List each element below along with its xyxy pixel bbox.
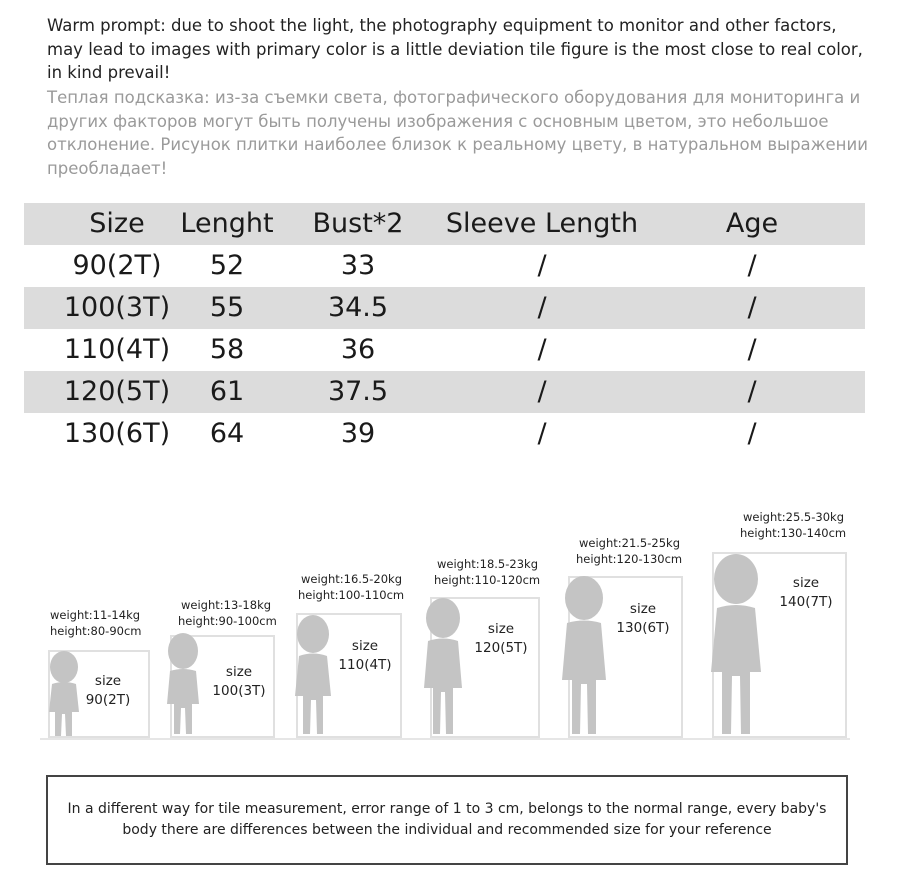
height-label: height:80-90cm [50, 624, 142, 638]
cell-age: / [747, 292, 757, 323]
size-word: size [94, 673, 122, 689]
height-label: height:100-110cm [298, 588, 405, 602]
size-value: 90(2T) [85, 692, 131, 708]
cell-size: 90(2T) [72, 250, 162, 281]
cell-bust: 34.5 [327, 292, 389, 323]
cell-size: 130(6T) [63, 418, 171, 449]
child-silhouette-icon [556, 574, 612, 736]
cell-size: 110(4T) [63, 334, 171, 365]
cell-sleeve-length: / [537, 418, 547, 449]
cell-age: / [747, 334, 757, 365]
table-header-row [24, 203, 865, 245]
table-row [24, 287, 865, 329]
size-value: 130(6T) [616, 620, 670, 636]
child-silhouette-icon [704, 552, 768, 736]
cell-sleeve-length: / [537, 334, 547, 365]
size-value: 110(4T) [338, 657, 392, 673]
weight-label: weight:11-14kg [50, 608, 141, 622]
cell-length: 64 [209, 418, 245, 449]
cell-length: 61 [209, 376, 245, 407]
cell-size: 100(3T) [63, 292, 171, 323]
size-table [24, 203, 865, 455]
size-word: size [629, 601, 657, 617]
header-size: Size [89, 208, 145, 239]
size-word: size [225, 664, 253, 680]
weight-label: weight:21.5-25kg [579, 536, 680, 550]
cell-age: / [747, 418, 757, 449]
weight-label: weight:25.5-30kg [743, 510, 844, 524]
weight-label: weight:13-18kg [181, 598, 272, 612]
warm-prompt-russian: Теплая подсказка: из-за съемки света, фотографического оборудования для мониторинга и других факторов могут быть получены изображения с основным цветом, это небольшое отклонение. Рисунок плитки наиболее близок к реальному цвету, в натуральном выражении преобладает! [47, 88, 868, 178]
size-word: size [792, 575, 820, 591]
cell-length: 52 [209, 250, 245, 281]
cell-bust: 37.5 [327, 376, 389, 407]
measurement-notice-box [46, 775, 848, 865]
cell-sleeve-length: / [537, 250, 547, 281]
cell-size: 120(5T) [63, 376, 171, 407]
height-label: height:90-100cm [178, 614, 277, 628]
size-figures-illustration [0, 500, 900, 750]
measurement-notice-text: In a different way for tile measurement, error range of 1 to 3 cm, belongs to the normal range, every baby's body there are differences between the individual and recommended size for your reference [67, 801, 827, 838]
table-row [24, 371, 865, 413]
weight-label: weight:18.5-23kg [437, 557, 538, 571]
size-value: 120(5T) [474, 640, 528, 656]
weight-label: weight:16.5-20kg [301, 572, 402, 586]
child-silhouette-icon [418, 596, 468, 736]
height-label: height:130-140cm [740, 526, 847, 540]
cell-bust: 36 [340, 334, 376, 365]
height-label: height:110-120cm [434, 573, 541, 587]
table-row [24, 413, 865, 455]
cell-length: 58 [209, 334, 245, 365]
size-value: 140(7T) [779, 594, 833, 610]
warm-prompt-english: Warm prompt: due to shoot the light, the photography equipment to monitor and other factors, may lead to images with primary color is a little deviation tile figure is the most close to real color, in kind prevail! [47, 16, 863, 82]
cell-age: / [747, 376, 757, 407]
child-silhouette-icon [44, 650, 84, 738]
cell-length: 55 [209, 292, 245, 323]
header-bust: Bust*2 [312, 208, 404, 239]
size-word: size [351, 638, 379, 654]
size-value: 100(3T) [212, 683, 266, 699]
height-label: height:120-130cm [576, 552, 683, 566]
ground-line [40, 738, 850, 740]
header-sleeve-length: Sleeve Length [445, 208, 639, 239]
table-row [24, 245, 865, 287]
header-age: Age [725, 208, 779, 239]
size-word: size [487, 621, 515, 637]
child-silhouette-icon [290, 614, 336, 736]
child-silhouette-icon [162, 632, 204, 736]
cell-bust: 39 [340, 418, 376, 449]
cell-bust: 33 [340, 250, 376, 281]
cell-age: / [747, 250, 757, 281]
header-length: Lenght [180, 208, 274, 239]
table-row [24, 329, 865, 371]
cell-sleeve-length: / [537, 376, 547, 407]
cell-sleeve-length: / [537, 292, 547, 323]
